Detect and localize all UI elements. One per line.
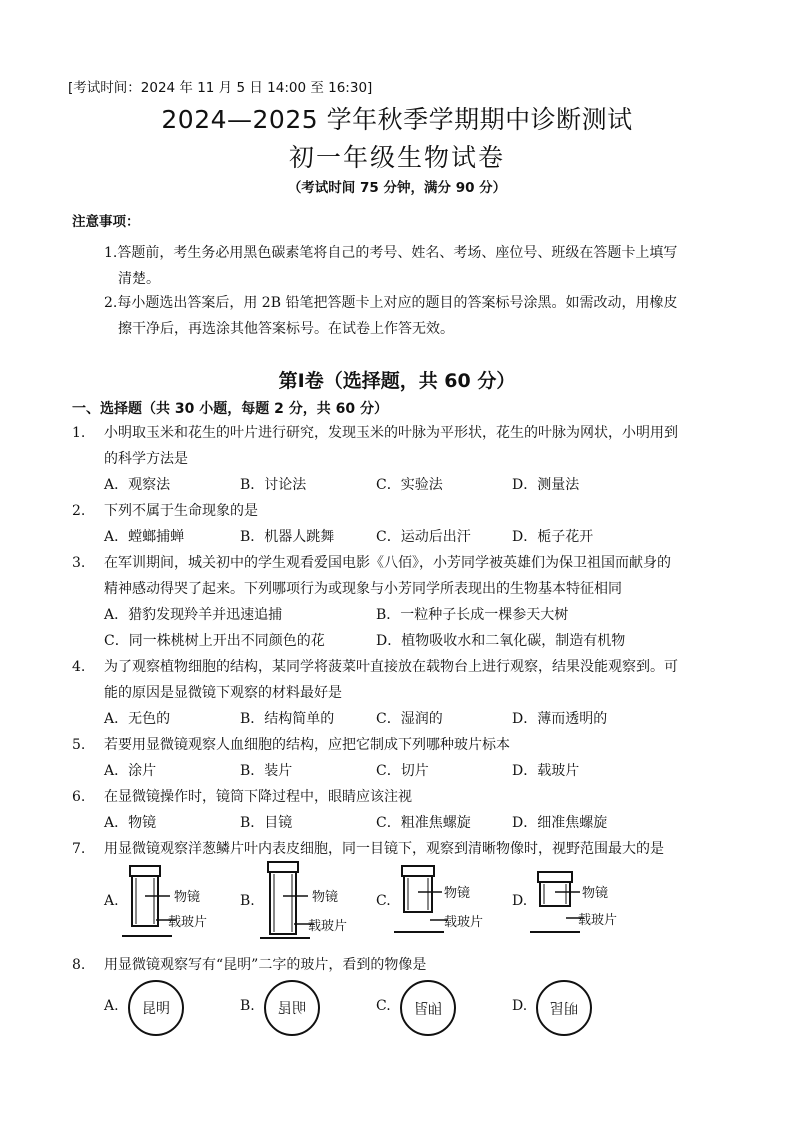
option-d[interactable]: D．薄而透明的 [512, 711, 608, 727]
svg-text:物镜: 物镜 [174, 890, 201, 905]
image-circle-a [126, 978, 186, 1038]
svg-text:载玻片: 载玻片 [168, 915, 208, 930]
question-3-options-row2 [104, 630, 724, 654]
option-a[interactable]: A．观察法 [104, 477, 171, 493]
question-7: 7. 用显微镜观察洋葱鳞片叶内表皮细胞，同一目镜下，观察到清晰物像时，视野范围最大的是 [72, 841, 664, 857]
option-d[interactable]: D．植物吸收水和二氧化碳，制造有机物 [376, 633, 626, 649]
option-c[interactable]: C．实验法 [376, 477, 443, 493]
objective-figure-c [392, 862, 522, 944]
question-6: 6. 在显微镜操作时，镜筒下降过程中，眼睛应该注视 [72, 789, 412, 805]
option-d[interactable]: D．测量法 [512, 477, 580, 493]
option-b[interactable]: B．机器人跳舞 [240, 529, 335, 545]
option-a[interactable]: A．物镜 [104, 815, 157, 831]
svg-text:物镜: 物镜 [444, 886, 471, 901]
svg-text:载玻片: 载玻片 [444, 915, 484, 930]
option-d[interactable]: D．细准焦螺旋 [512, 815, 608, 831]
exam-title: 2024—2025 学年秋季学期期中诊断测试 [161, 105, 633, 134]
option-a[interactable]: A．猎豹发现羚羊并迅速追捕 [104, 607, 283, 623]
option-a[interactable]: A. [104, 893, 119, 909]
svg-text:载玻片: 载玻片 [308, 919, 348, 934]
image-circle-d [534, 978, 594, 1038]
option-d[interactable]: D．载玻片 [512, 763, 580, 779]
option-a[interactable]: A．螳螂捕蝉 [104, 529, 185, 545]
question-3-options-row1 [104, 604, 724, 628]
option-a[interactable]: A．涂片 [104, 763, 157, 779]
exam-time: [考试时间：2024 年 11 月 5 日 14:00 至 16:30] [68, 80, 373, 96]
option-a[interactable]: A．无色的 [104, 711, 171, 727]
image-circle-c [398, 978, 458, 1038]
objective-figure-b [256, 858, 386, 944]
option-c[interactable]: C．运动后出汗 [376, 529, 471, 545]
svg-text:昆明: 昆明 [414, 999, 442, 1015]
question-3: 3. 在军训期间，城关初中的学生观看爱国电影《八佰》，小芳同学被英雄们为保卫祖国而献身的 精神感动得哭了起来。下列哪项行为或现象与小芳同学所表现出的生物基本特征相同 [72, 555, 671, 597]
option-b[interactable]: B. [240, 998, 255, 1014]
question-2-options [104, 526, 724, 550]
image-circle-b [262, 978, 322, 1038]
objective-figure-a [118, 862, 248, 944]
option-c[interactable]: C．湿润的 [376, 711, 443, 727]
question-8: 8. 用显微镜观察写有“昆明”二字的玻片，看到的物像是 [72, 957, 427, 973]
option-c[interactable]: C．粗准焦螺旋 [376, 815, 471, 831]
part-title: 一、选择题（共 30 小题，每题 2 分，共 60 分） [72, 401, 388, 417]
option-c[interactable]: C．切片 [376, 763, 429, 779]
svg-text:明昆: 明昆 [550, 999, 578, 1015]
objective-figure-d [530, 868, 660, 944]
question-1-options [104, 474, 724, 498]
option-b[interactable]: B．装片 [240, 763, 293, 779]
option-c[interactable]: C. [376, 893, 391, 909]
exam-duration-score: （考试时间 75 分钟，满分 90 分） [287, 180, 507, 196]
question-4: 4. 为了观察植物细胞的结构，某同学将菠菜叶直接放在载物台上进行观察，结果没能观察到。可 能的原因是显微镜下观察的材料最好是 [72, 659, 678, 701]
option-b[interactable]: B．讨论法 [240, 477, 307, 493]
option-d[interactable]: D．栀子花开 [512, 529, 594, 545]
question-5-options [104, 760, 724, 784]
svg-text:物镜: 物镜 [582, 886, 609, 901]
question-2: 2. 下列不属于生命现象的是 [72, 503, 258, 519]
svg-text:物镜: 物镜 [312, 890, 339, 905]
option-b[interactable]: B. [240, 893, 255, 909]
option-a[interactable]: A. [104, 998, 119, 1014]
svg-text:载玻片: 载玻片 [578, 913, 618, 928]
question-6-options [104, 812, 724, 836]
option-c[interactable]: C．同一株桃树上开出不同颜色的花 [104, 633, 325, 649]
notice-heading: 注意事项： [72, 214, 140, 230]
option-c[interactable]: C. [376, 998, 391, 1014]
svg-text:明昆: 明昆 [278, 1001, 306, 1017]
option-b[interactable]: B．一粒种子长成一棵参天大树 [376, 607, 569, 623]
exam-subject-title: 初一年级生物试卷 [288, 143, 505, 172]
svg-text:昆明: 昆明 [142, 1001, 170, 1017]
option-b[interactable]: B．结构简单的 [240, 711, 335, 727]
section-title: 第Ⅰ卷（选择题，共 60 分） [278, 370, 516, 392]
option-b[interactable]: B．目镜 [240, 815, 293, 831]
option-d[interactable]: D. [512, 998, 528, 1014]
question-4-options [104, 708, 724, 732]
option-d[interactable]: D. [512, 893, 528, 909]
notice-item-1: 1.答题前，考生务必用黑色碳素笔将自己的考号、姓名、考场、座位号、班级在答题卡上填写 清楚。 [104, 245, 678, 287]
question-5: 5. 若要用显微镜观察人血细胞的结构，应把它制成下列哪种玻片标本 [72, 737, 510, 753]
question-1: 1. 小明取玉米和花生的叶片进行研究，发现玉米的叶脉为平形状，花生的叶脉为网状，小明用到 的科学方法是 [72, 425, 678, 467]
notice-item-2: 2.每小题选出答案后，用 2B 铅笔把答题卡上对应的题目的答案标号涂黑。如需改动，用橡皮 擦干净后，再选涂其他答案标号。在试卷上作答无效。 [104, 295, 678, 337]
